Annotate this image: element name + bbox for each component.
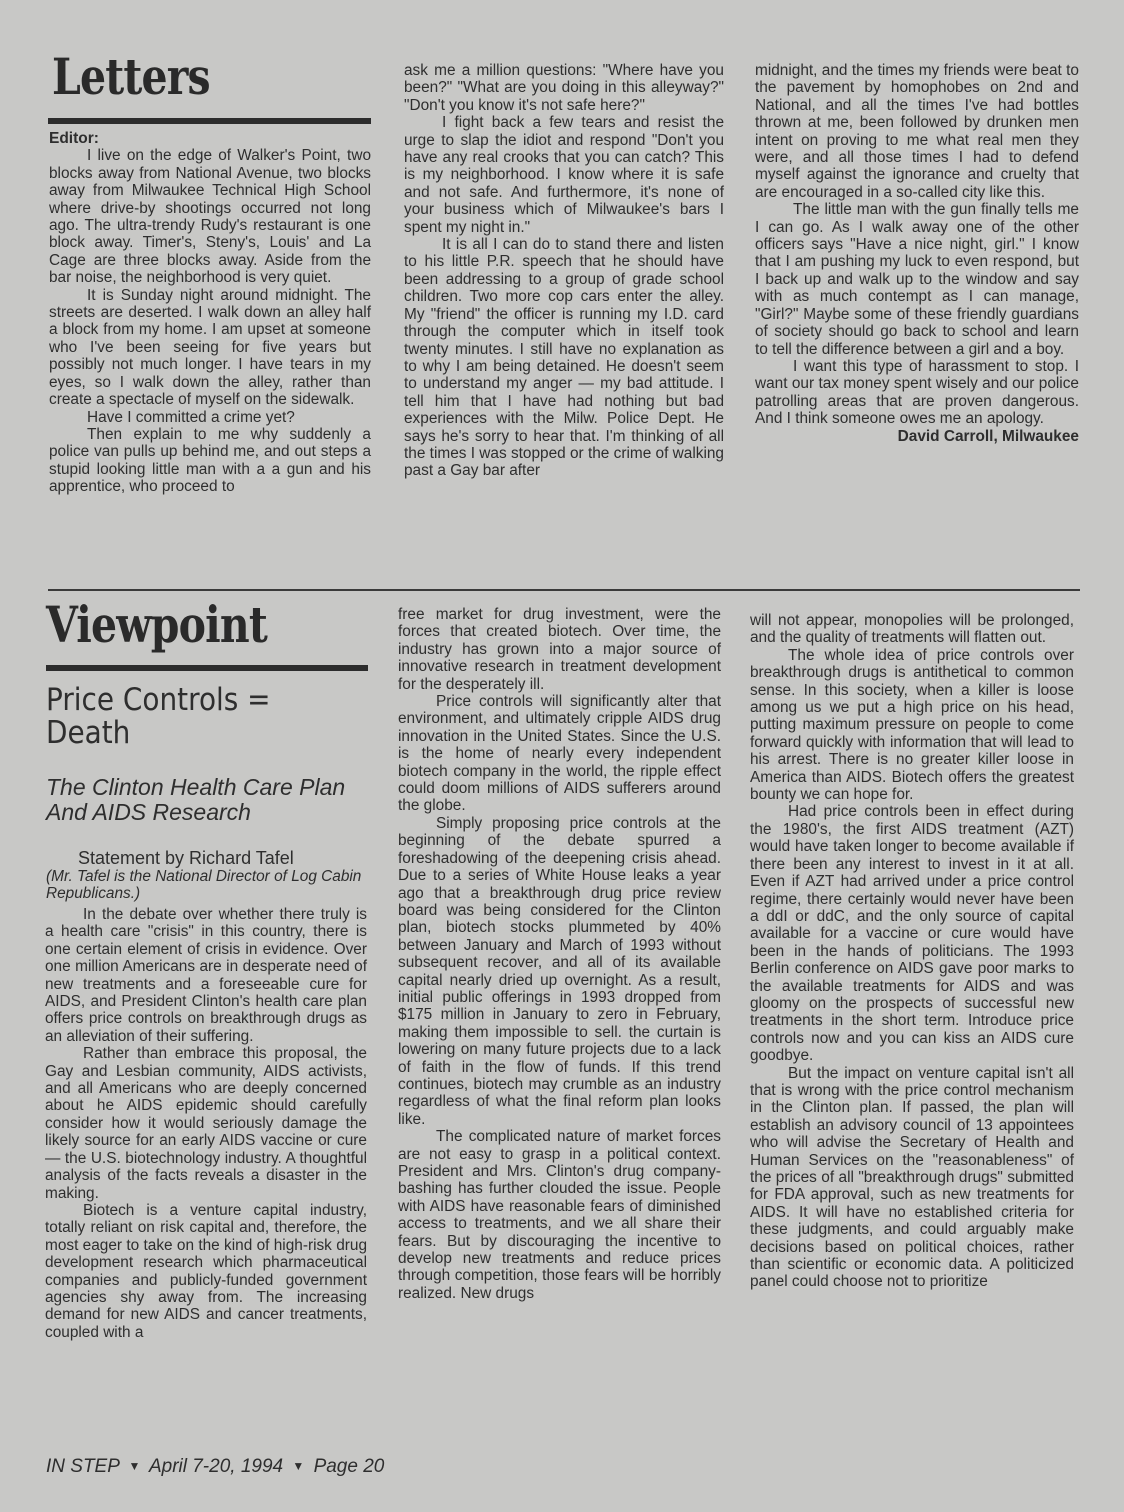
viewpoint-col2-body bbox=[398, 606, 721, 1302]
viewpoint-column-2 bbox=[398, 606, 721, 1302]
letter-col2-body bbox=[404, 62, 724, 480]
body-paragraph: But the impact on venture capital isn't all that is wrong with the price control mechanism in the Clinton plan. If passed, the plan will establish an advisory council of 13 appointees who will advise the Secretary of Health and Human Services on the "reasonableness" of the prices of all "breakthrough drugs" submitted for FDA approval, such as new treatments for AIDS. It will have no established criteria for these judgments, and could arguably make decisions based on political choices, rather than scientific or economic data. A politicized panel could choose not to prioritize bbox=[750, 1064, 1074, 1291]
body-paragraph: It is Sunday night around midnight. The streets are deserted. I walk down an alley half a block from my home. I am upset at someone who I've been seeing for five years but possibly not much longer. I have tears in my eyes, so I walk down the alley, rather than create a spectacle of myself on the sidewalk. bbox=[49, 286, 371, 409]
body-paragraph: Rather than embrace this proposal, the Gay and Lesbian community, AIDS activists, and all Americans who are deeply concerned about he AIDS epidemic should carefully consider how it would seriously damage the likely source for an early AIDS vaccine or cure — the U.S. biotechnology industry. A thoughtful analysis of the facts reveals a disaster in the making. bbox=[45, 1045, 367, 1202]
viewpoint-column-1 bbox=[45, 906, 367, 1341]
letters-title-rule bbox=[48, 118, 371, 124]
letter-col3-body bbox=[755, 62, 1079, 428]
body-paragraph: The little man with the gun finally tells me I can go. As I walk away one of the other officers says "Have a nice night, girl." I know that I am pushing my luck to even respond, but I back up and walk up to the window and say with as much contempt as I can manage, "Girl?" Maybe some of these friendly guardians of society should go back to school and learn to tell the difference between a girl and a boy. bbox=[755, 201, 1079, 358]
article-deck: The Clinton Health Care Plan And AIDS Research bbox=[46, 774, 346, 825]
triangle-separator-icon: ▼ bbox=[292, 1459, 305, 1473]
viewpoint-column-3 bbox=[750, 612, 1074, 1291]
article-byline: Statement by Richard Tafel bbox=[78, 848, 294, 868]
viewpoint-col1-body bbox=[45, 906, 367, 1341]
body-paragraph: I live on the edge of Walker's Point, two blocks away from National Avenue, two blocks away from Milwaukee Technical High School where drive-by shootings occurred not long ago. The ultra-trendy Rudy's restaurant is one block away. Timer's, Steny's, Louis' and La Cage are three blocks away. Aside from the bar noise, the neighborhood is very quiet. bbox=[49, 147, 371, 287]
body-paragraph: In the debate over whether there truly is a health care "crisis" in this country, there is one certain element of crisis in evidence. Over one million Americans are in desperate need of new treatments and a foreseeable cure for AIDS, and President Clinton's health care plan offers price controls on breakthrough drugs as an alleviation of their suffering. bbox=[45, 906, 367, 1045]
letters-column-3 bbox=[755, 62, 1079, 445]
body-paragraph: Simply proposing price controls at the beginning of the debate spurred a foreshadowing of the deepening crisis ahead. Due to a series of White House leaks a year ago that a breakthrough drug price review board was being considered for the Clinton plan, biotech stocks plummeted by 40% between January and March of 1993 without subsequent recover, and all of its available capital nearly dried up overnight. As a result, initial public offerings in 1993 dropped from $175 million in January to zero in February, making them impossible to sell. the curtain is lowering on many future projects due to a lack of faith in the flow of funds. If this trend continues, biotech may crumble as an industry regardless of what the final reform plan looks like. bbox=[398, 814, 721, 1128]
footer-date: April 7-20, 1994 bbox=[148, 1456, 284, 1477]
footer-page-number: Page 20 bbox=[313, 1456, 385, 1477]
article-headline: Price Controls = Death bbox=[46, 682, 271, 751]
body-paragraph: It is all I can do to stand there and listen to his little P.R. speech that he should have been addressing to a group of grade school children. Two more cop cars enter the alley. My "friend" the officer is running my I.D. card through the computer which in itself took twenty minutes. I still have no explanation as to why I am being detained. He doesn't seem to understand my anger — my bad attitude. I tell him that I have had nothing but bad experiences with the Milw. Police Dept. He says he's sorry to hear that. I'm thinking of all the times I was stopped or the crime of walking past a Gay bar after bbox=[404, 236, 724, 480]
viewpoint-section-title: Viewpoint bbox=[46, 595, 268, 654]
body-paragraph: Had price controls been in effect during the 1980's, the first AIDS treatment (AZT) would have taken longer to become available if there been any interest to invest in it at all. Even if AZT had arrived under a price control regime, there certainly would never have been a ddI or ddC, and the only source of capital available for a vaccine or cure would have been in the hands of politicians. The 1993 Berlin conference on AIDS gave poor marks to the available treatments for AIDS and was gloomy on the prospects of successful new treatments in the short term. Introduce price controls now and you can kiss an AIDS cure goodbye. bbox=[750, 803, 1074, 1065]
body-paragraph: Have I committed a crime yet? bbox=[87, 408, 295, 426]
viewpoint-title-rule bbox=[46, 665, 368, 671]
body-paragraph: I want this type of harassment to stop. I want our tax money spent wisely and our police patrolling areas that are proven dangerous. And I think someone owes me an apology. bbox=[755, 357, 1079, 428]
letter-salutation: Editor: bbox=[49, 130, 99, 147]
body-paragraph: will not appear, monopolies will be prolonged, and the quality of treatments will flatten out. bbox=[750, 612, 1074, 647]
body-paragraph: Biotech is a venture capital industry, totally reliant on risk capital and, therefore, the most eager to take on the kind of high-risk drug development research which pharmaceutical companies and publicly-funded government agencies shy away from. The increasing demand for new AIDS and cancer treatments, coupled with a bbox=[45, 1201, 367, 1341]
author-note: (Mr. Tafel is the National Director of Log Cabin Republicans.) bbox=[46, 868, 362, 903]
page-footer bbox=[46, 1456, 384, 1478]
body-paragraph: ask me a million questions: "Where have you been?" "What are you doing in this alleyway?" "Don't you know it's not safe here?" bbox=[404, 62, 724, 114]
body-paragraph: free market for drug investment, were the forces that created biotech. Over time, the industry has grown into a major source of innovative research in treatment development for the desperately ill. bbox=[398, 606, 721, 693]
triangle-separator-icon: ▼ bbox=[128, 1459, 141, 1473]
letters-column-1 bbox=[49, 130, 371, 496]
section-divider bbox=[48, 589, 1080, 591]
letter-signature: David Carroll, Milwaukee bbox=[897, 427, 1079, 445]
viewpoint-col3-body bbox=[750, 612, 1074, 1291]
letters-column-2 bbox=[404, 62, 724, 480]
body-paragraph: The whole idea of price controls over breakthrough drugs is antithetical to common sense. In this society, when a killer is loose among us we put a high price on his head, putting maximum pressure on people to come forward quickly with information that will lead to his arrest. There is no greater killer loose in America than AIDS. Biotech offers the greatest bounty we can hope for. bbox=[750, 646, 1074, 804]
body-paragraph: Price controls will significantly alter that environment, and ultimately cripple AIDS drug innovation in the United States. Since the U.S. is the home of nearly every independent biotech company in the world, the ripple effect could doom millions of AIDS sufferers around the globe. bbox=[398, 693, 721, 815]
body-paragraph: I fight back a few tears and resist the urge to slap the idiot and respond "Don't you have any real crooks that you can catch? This is my neighborhood. I know where it is safe and not safe. And furthermore, it's none of your business which of Milwaukee's bars I spent my night in." bbox=[404, 114, 724, 236]
letters-section-title: Letters bbox=[52, 47, 210, 106]
body-paragraph: The complicated nature of market forces are not easy to grasp in a political context. President and Mrs. Clinton's drug company-bashing has further clouded the issue. People with AIDS have reasonable fears of diminished access to treatments, and we all share their fears. But by discouraging the incentive to develop new treatments and reduce prices through competition, those fears will be horribly realized. New drugs bbox=[398, 1128, 721, 1302]
body-paragraph: Then explain to me why suddenly a police van pulls up behind me, and out steps a stupid looking little man with a a gun and his apprentice, who proceed to bbox=[49, 425, 371, 496]
letter-col1-body bbox=[49, 147, 371, 495]
footer-publication: IN STEP bbox=[46, 1456, 120, 1477]
body-paragraph: midnight, and the times my friends were beat to the pavement by homophobes on 2nd and National, and all the times I've had bottles thrown at me, been followed by drunken men intent on proving to me what real men they were, and all those times I had to defend myself against the ignorance and cruelty that are encouraged in a so-called city like this. bbox=[755, 62, 1079, 201]
